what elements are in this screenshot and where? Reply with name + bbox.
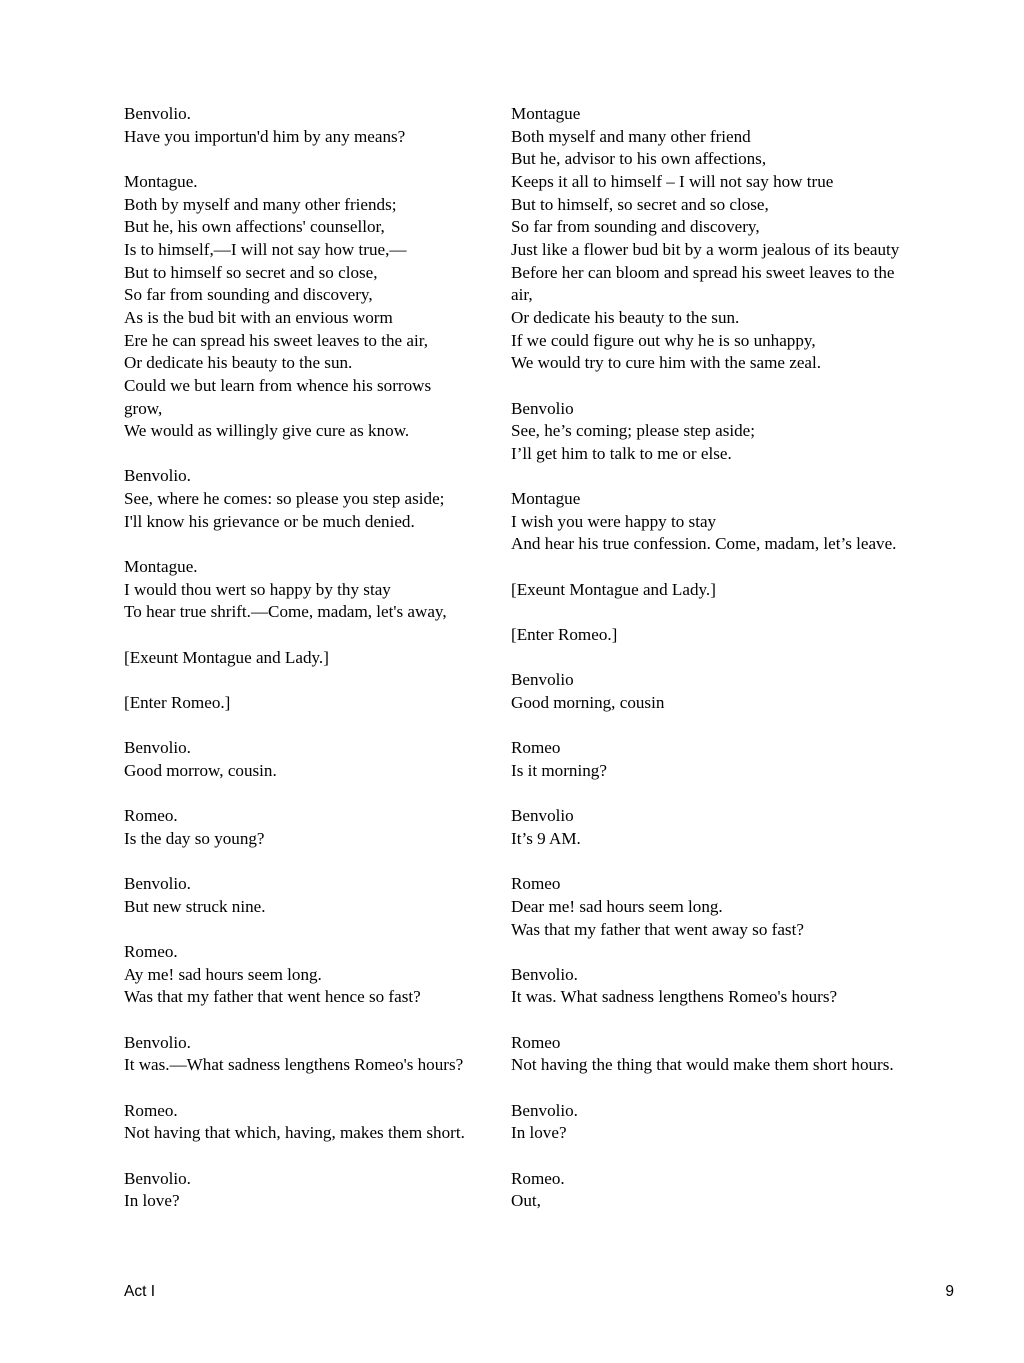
- blank-line: [124, 148, 516, 171]
- text-line: grow,: [124, 398, 163, 418]
- text-line: Romeo: [511, 874, 561, 894]
- text-line: In love?: [124, 1191, 180, 1211]
- blank-line: [511, 375, 954, 398]
- blank-line: [511, 783, 954, 806]
- footer-act-label: Act I: [124, 1283, 156, 1300]
- text-line: Ay me! sad hours seem long.: [124, 964, 322, 984]
- text-line: I would thou wert so happy by thy stay: [124, 579, 391, 599]
- text-line: But he, his own affections' counsellor,: [124, 217, 385, 237]
- blank-line: [511, 1145, 954, 1168]
- text-line: [Exeunt Montague and Lady.]: [511, 579, 716, 599]
- text-line: Good morrow, cousin.: [124, 760, 277, 780]
- text-line: Dear me! sad hours seem long.: [511, 896, 723, 916]
- text-line: Good morning, cousin: [511, 692, 665, 712]
- text-line: [Enter Romeo.]: [124, 692, 231, 712]
- blank-line: [511, 647, 954, 670]
- text-line: Have you importun'd him by any means?: [124, 126, 406, 146]
- blank-line: [124, 715, 516, 738]
- text-line: Benvolio.: [124, 466, 191, 486]
- text-line: We would as willingly give cure as know.: [124, 421, 410, 441]
- text-line: Or dedicate his beauty to the sun.: [124, 353, 353, 373]
- text-line: See, where he comes: so please you step aside;: [124, 489, 445, 509]
- text-line: Benvolio: [511, 806, 574, 826]
- text-line: Montague.: [124, 557, 198, 577]
- blank-line: [124, 443, 516, 466]
- text-line: Out,: [511, 1191, 541, 1211]
- text-line: But to himself, so secret and so close,: [511, 194, 769, 214]
- blank-line: [124, 1077, 516, 1100]
- blank-line: [511, 1077, 954, 1100]
- text-line: I wish you were happy to stay: [511, 511, 717, 531]
- text-line: So far from sounding and discovery,: [511, 217, 760, 237]
- text-line: It was.––What sadness lengthens Romeo's hours?: [124, 1055, 464, 1075]
- text-line: Montague: [511, 104, 581, 123]
- text-line: Before her can bloom and spread his sweet leaves to the: [511, 262, 895, 282]
- text-line: But new struck nine.: [124, 896, 266, 916]
- text-line: Just like a flower bud bit by a worm jealous of its beauty: [511, 239, 900, 259]
- text-line: It’s 9 AM.: [511, 828, 581, 848]
- text-line: Romeo: [511, 738, 561, 758]
- text-line: Benvolio.: [124, 104, 191, 123]
- text-line: I'll know his grievance or be much denied.: [124, 511, 415, 531]
- text-line: [Exeunt Montague and Lady.]: [124, 647, 329, 667]
- text-line: Benvolio.: [511, 964, 578, 984]
- blank-line: [124, 533, 516, 556]
- text-line: Not having that which, having, makes them short.: [124, 1123, 465, 1143]
- footer-page-number: 9: [945, 1283, 954, 1300]
- text-line: To hear true shrift.––Come, madam, let's away,: [124, 602, 447, 622]
- text-line: Benvolio.: [511, 1100, 578, 1120]
- blank-line: [124, 1009, 516, 1032]
- text-line: Was that my father that went hence so fast?: [124, 987, 421, 1007]
- blank-line: [511, 465, 954, 488]
- text-line: Was that my father that went away so fast?: [511, 919, 804, 939]
- text-line: I’ll get him to talk to me or else.: [511, 443, 732, 463]
- blank-line: [124, 851, 516, 874]
- blank-line: [511, 556, 954, 579]
- blank-line: [511, 1009, 954, 1032]
- text-line: [Enter Romeo.]: [511, 625, 618, 645]
- text-line: Montague: [511, 489, 581, 509]
- text-line: Is to himself,––I will not say how true,––: [124, 239, 407, 259]
- text-line: Benvolio.: [124, 874, 191, 894]
- blank-line: [124, 1145, 516, 1168]
- text-line: air,: [511, 285, 533, 305]
- text-line: Not having the thing that would make them short hours.: [511, 1055, 894, 1075]
- blank-line: [124, 783, 516, 806]
- text-line: And hear his true confession. Come, madam, let’s leave.: [511, 534, 897, 554]
- blank-line: [124, 624, 516, 647]
- text-line: It was. What sadness lengthens Romeo's hours?: [511, 987, 838, 1007]
- blank-line: [124, 919, 516, 942]
- text-line: We would try to cure him with the same zeal.: [511, 353, 822, 373]
- text-line: But he, advisor to his own affections,: [511, 149, 767, 169]
- blank-line: [511, 851, 954, 874]
- text-line: Romeo: [511, 1032, 561, 1052]
- text-line: Romeo.: [124, 806, 178, 826]
- blank-line: [511, 941, 954, 964]
- modern-paraphrase-column: [511, 103, 954, 1213]
- text-line: Both by myself and many other friends;: [124, 194, 397, 214]
- blank-line: [511, 601, 954, 624]
- text-line: See, he’s coming; please step aside;: [511, 421, 755, 441]
- page-footer: [124, 1281, 954, 1303]
- text-line: Benvolio: [511, 398, 574, 418]
- text-line: Benvolio: [511, 670, 574, 690]
- text-line: Benvolio.: [124, 738, 191, 758]
- text-line: Keeps it all to himself – I will not say how true: [511, 171, 834, 191]
- text-line: Could we but learn from whence his sorrows: [124, 375, 432, 395]
- text-line: But to himself so secret and so close,: [124, 262, 378, 282]
- text-line: If we could figure out why he is so unhappy,: [511, 330, 816, 350]
- text-line: Benvolio.: [124, 1168, 191, 1188]
- text-line: Is the day so young?: [124, 828, 265, 848]
- blank-line: [511, 715, 954, 738]
- text-line: Both myself and many other friend: [511, 126, 751, 146]
- text-line: Or dedicate his beauty to the sun.: [511, 307, 740, 327]
- text-line: Is it morning?: [511, 760, 607, 780]
- blank-line: [124, 669, 516, 692]
- text-line: Ere he can spread his sweet leaves to the air,: [124, 330, 429, 350]
- text-line: Romeo.: [511, 1168, 565, 1188]
- text-line: Benvolio.: [124, 1032, 191, 1052]
- text-line: Romeo.: [124, 1100, 178, 1120]
- text-line: Romeo.: [124, 942, 178, 962]
- text-line: In love?: [511, 1123, 567, 1143]
- text-line: As is the bud bit with an envious worm: [124, 307, 393, 327]
- text-line: Montague.: [124, 171, 198, 191]
- original-text-column: [124, 103, 516, 1213]
- text-line: So far from sounding and discovery,: [124, 285, 373, 305]
